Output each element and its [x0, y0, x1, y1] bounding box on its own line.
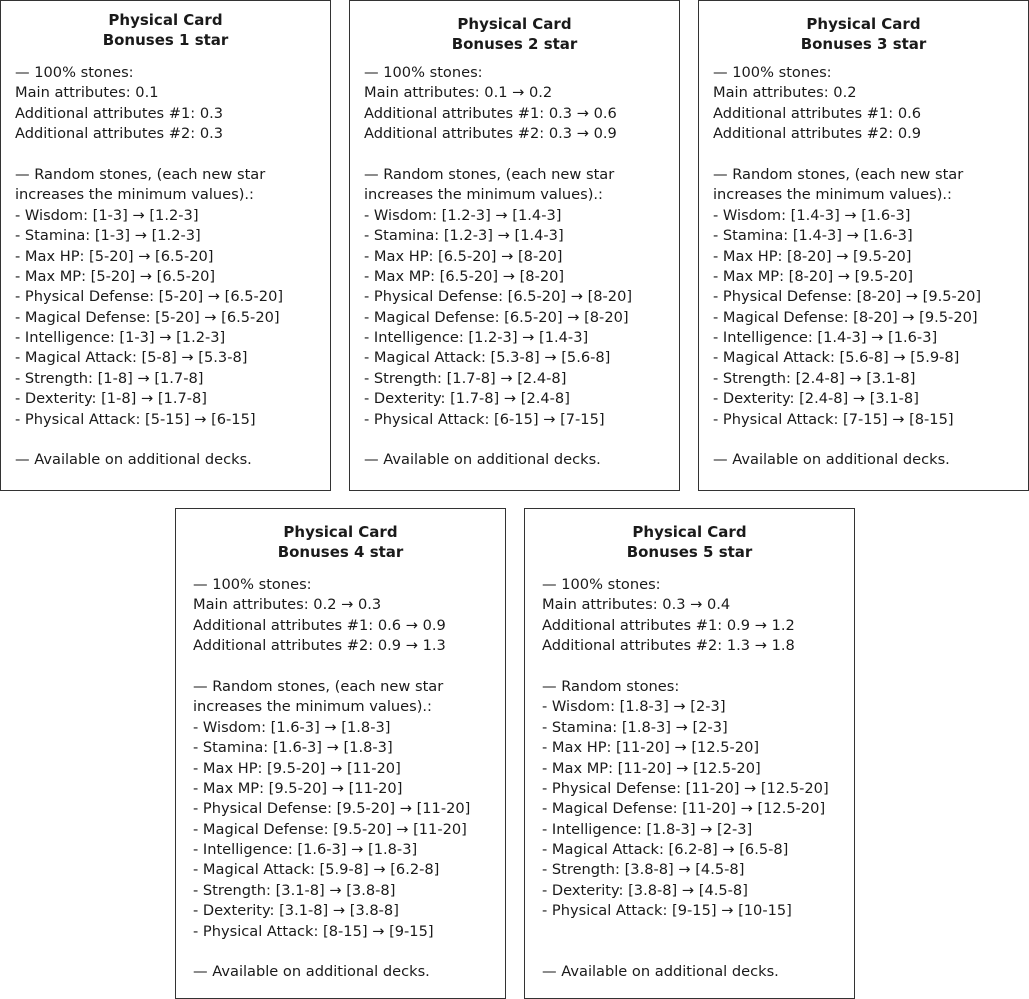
main-attributes: Main attributes: 0.1 → 0.2: [364, 84, 553, 102]
card-title-line-1: Physical Card: [108, 11, 223, 29]
spacer: [542, 657, 850, 677]
stat-magical-attack: - Magical Attack: [5.9-8] → [6.2-8]: [193, 861, 440, 879]
stat-dexterity: - Dexterity: [3.1-8] → [3.8-8]: [193, 902, 399, 920]
card-title: [176, 522, 505, 562]
random-stones-header-1: — Random stones, (each new star: [364, 165, 615, 183]
stat-physical-defense: - Physical Defense: [5-20] → [6.5-20]: [15, 288, 284, 306]
stat-intelligence: - Intelligence: [1-3] → [1.2-3]: [15, 329, 226, 347]
stat-magical-defense: - Magical Defense: [9.5-20] → [11-20]: [193, 820, 467, 838]
main-attributes: Main attributes: 0.2 → 0.3: [193, 596, 382, 614]
card-body: [193, 575, 501, 983]
stat-physical-attack: - Physical Attack: [8-15] → [9-15]: [193, 922, 434, 940]
stat-physical-attack: - Physical Attack: [6-15] → [7-15]: [364, 410, 605, 428]
stat-stamina: - Stamina: [1.6-3] → [1.8-3]: [193, 739, 393, 757]
card-title-line-1: Physical Card: [806, 15, 921, 33]
card-3-star: [698, 0, 1029, 491]
stat-stamina: - Stamina: [1.4-3] → [1.6-3]: [713, 227, 913, 245]
stat-strength: - Strength: [2.4-8] → [3.1-8]: [713, 369, 916, 387]
spacer: [364, 145, 675, 165]
card-body: [713, 63, 1024, 471]
stat-max-hp: - Max HP: [9.5-20] → [11-20]: [193, 759, 401, 777]
stat-max-hp: - Max HP: [11-20] → [12.5-20]: [542, 739, 760, 757]
stat-wisdom: - Wisdom: [1.6-3] → [1.8-3]: [193, 718, 391, 736]
stat-stamina: - Stamina: [1-3] → [1.2-3]: [15, 227, 201, 245]
stat-intelligence: - Intelligence: [1.8-3] → [2-3]: [542, 820, 753, 838]
additional-attributes-2: Additional attributes #2: 0.9 → 1.3: [193, 637, 446, 655]
random-stones-header-1: — Random stones:: [542, 677, 680, 695]
stat-intelligence: - Intelligence: [1.6-3] → [1.8-3]: [193, 841, 418, 859]
availability-note: — Available on additional decks.: [193, 963, 430, 981]
spacer: [193, 657, 501, 677]
card-title-line-2: Bonuses 4 star: [277, 543, 404, 561]
additional-attributes-1: Additional attributes #1: 0.3 → 0.6: [364, 104, 617, 122]
card-title-line-1: Physical Card: [632, 523, 747, 541]
stat-strength: - Strength: [3.1-8] → [3.8-8]: [193, 881, 396, 899]
card-title: [525, 522, 854, 562]
stat-dexterity: - Dexterity: [1-8] → [1.7-8]: [15, 390, 207, 408]
card-body: [364, 63, 675, 471]
stat-dexterity: - Dexterity: [2.4-8] → [3.1-8]: [713, 390, 919, 408]
card-title-line-1: Physical Card: [283, 523, 398, 541]
availability-note: — Available on additional decks.: [364, 451, 601, 469]
stat-intelligence: - Intelligence: [1.4-3] → [1.6-3]: [713, 329, 938, 347]
random-stones-header-2: increases the minimum values).:: [364, 186, 603, 204]
card-body: [542, 575, 850, 983]
random-stones-header-2: increases the minimum values).:: [15, 186, 254, 204]
random-stones-header-2: increases the minimum values).:: [193, 698, 432, 716]
stat-stamina: - Stamina: [1.2-3] → [1.4-3]: [364, 227, 564, 245]
card-title-line-2: Bonuses 5 star: [626, 543, 753, 561]
stat-max-mp: - Max MP: [11-20] → [12.5-20]: [542, 759, 761, 777]
main-attributes: Main attributes: 0.2: [713, 84, 857, 102]
stat-physical-defense: - Physical Defense: [9.5-20] → [11-20]: [193, 800, 471, 818]
additional-attributes-1: Additional attributes #1: 0.3: [15, 104, 224, 122]
main-attributes: Main attributes: 0.3 → 0.4: [542, 596, 731, 614]
card-title-line-1: Physical Card: [457, 15, 572, 33]
stat-strength: - Strength: [3.8-8] → [4.5-8]: [542, 861, 745, 879]
additional-attributes-2: Additional attributes #2: 0.3: [15, 125, 224, 143]
stat-magical-defense: - Magical Defense: [5-20] → [6.5-20]: [15, 308, 280, 326]
spacer: [542, 922, 850, 942]
stat-magical-defense: - Magical Defense: [6.5-20] → [8-20]: [364, 308, 629, 326]
stat-max-hp: - Max HP: [6.5-20] → [8-20]: [364, 247, 563, 265]
card-title-line-2: Bonuses 2 star: [451, 35, 578, 53]
fixed-stones-header: — 100% stones:: [713, 64, 832, 81]
card-title: [699, 14, 1028, 54]
card-5-star: [524, 508, 855, 999]
stat-max-mp: - Max MP: [5-20] → [6.5-20]: [15, 267, 216, 285]
card-title-line-2: Bonuses 1 star: [102, 31, 229, 49]
availability-note: — Available on additional decks.: [15, 451, 252, 469]
stat-dexterity: - Dexterity: [3.8-8] → [4.5-8]: [542, 881, 748, 899]
additional-attributes-1: Additional attributes #1: 0.9 → 1.2: [542, 616, 795, 634]
stat-max-hp: - Max HP: [5-20] → [6.5-20]: [15, 247, 214, 265]
spacer: [15, 430, 326, 450]
random-stones-header-1: — Random stones, (each new star: [193, 677, 444, 695]
stat-wisdom: - Wisdom: [1-3] → [1.2-3]: [15, 206, 199, 224]
stat-physical-attack: - Physical Attack: [9-15] → [10-15]: [542, 902, 792, 920]
random-stones-header-1: — Random stones, (each new star: [713, 165, 964, 183]
stat-magical-attack: - Magical Attack: [5.6-8] → [5.9-8]: [713, 349, 960, 367]
stat-max-mp: - Max MP: [6.5-20] → [8-20]: [364, 267, 565, 285]
additional-attributes-2: Additional attributes #2: 1.3 → 1.8: [542, 637, 795, 655]
stat-wisdom: - Wisdom: [1.2-3] → [1.4-3]: [364, 206, 562, 224]
stat-physical-attack: - Physical Attack: [5-15] → [6-15]: [15, 410, 256, 428]
card-title: [350, 14, 679, 54]
spacer: [713, 430, 1024, 450]
stat-wisdom: - Wisdom: [1.8-3] → [2-3]: [542, 698, 726, 716]
additional-attributes-1: Additional attributes #1: 0.6: [713, 104, 922, 122]
availability-note: — Available on additional decks.: [542, 963, 779, 981]
stat-max-mp: - Max MP: [9.5-20] → [11-20]: [193, 779, 403, 797]
card-title: [1, 10, 330, 50]
fixed-stones-header: — 100% stones:: [193, 576, 312, 593]
stat-physical-attack: - Physical Attack: [7-15] → [8-15]: [713, 410, 954, 428]
stat-strength: - Strength: [1.7-8] → [2.4-8]: [364, 369, 567, 387]
stat-physical-defense: - Physical Defense: [11-20] → [12.5-20]: [542, 779, 829, 797]
stat-magical-attack: - Magical Attack: [5-8] → [5.3-8]: [15, 349, 248, 367]
spacer: [193, 942, 501, 962]
card-4-star: [175, 508, 506, 999]
additional-attributes-2: Additional attributes #2: 0.9: [713, 125, 922, 143]
card-1-star: [0, 0, 331, 491]
spacer: [15, 145, 326, 165]
stat-dexterity: - Dexterity: [1.7-8] → [2.4-8]: [364, 390, 570, 408]
random-stones-header-2: increases the minimum values).:: [713, 186, 952, 204]
stat-magical-attack: - Magical Attack: [6.2-8] → [6.5-8]: [542, 841, 789, 859]
stat-intelligence: - Intelligence: [1.2-3] → [1.4-3]: [364, 329, 589, 347]
stat-max-hp: - Max HP: [8-20] → [9.5-20]: [713, 247, 912, 265]
random-stones-header-1: — Random stones, (each new star: [15, 165, 266, 183]
fixed-stones-header: — 100% stones:: [542, 576, 661, 593]
stat-physical-defense: - Physical Defense: [8-20] → [9.5-20]: [713, 288, 982, 306]
card-title-line-2: Bonuses 3 star: [800, 35, 927, 53]
spacer: [542, 942, 850, 962]
spacer: [713, 145, 1024, 165]
stat-physical-defense: - Physical Defense: [6.5-20] → [8-20]: [364, 288, 633, 306]
additional-attributes-1: Additional attributes #1: 0.6 → 0.9: [193, 616, 446, 634]
stat-strength: - Strength: [1-8] → [1.7-8]: [15, 369, 204, 387]
stat-max-mp: - Max MP: [8-20] → [9.5-20]: [713, 267, 914, 285]
stat-stamina: - Stamina: [1.8-3] → [2-3]: [542, 718, 728, 736]
stat-wisdom: - Wisdom: [1.4-3] → [1.6-3]: [713, 206, 911, 224]
stat-magical-defense: - Magical Defense: [8-20] → [9.5-20]: [713, 308, 978, 326]
card-2-star: [349, 0, 680, 491]
card-body: [15, 63, 326, 471]
fixed-stones-header: — 100% stones:: [15, 64, 134, 81]
spacer: [364, 430, 675, 450]
stat-magical-defense: - Magical Defense: [11-20] → [12.5-20]: [542, 800, 826, 818]
main-attributes: Main attributes: 0.1: [15, 84, 159, 102]
stat-magical-attack: - Magical Attack: [5.3-8] → [5.6-8]: [364, 349, 611, 367]
fixed-stones-header: — 100% stones:: [364, 64, 483, 81]
availability-note: — Available on additional decks.: [713, 451, 950, 469]
additional-attributes-2: Additional attributes #2: 0.3 → 0.9: [364, 125, 617, 143]
